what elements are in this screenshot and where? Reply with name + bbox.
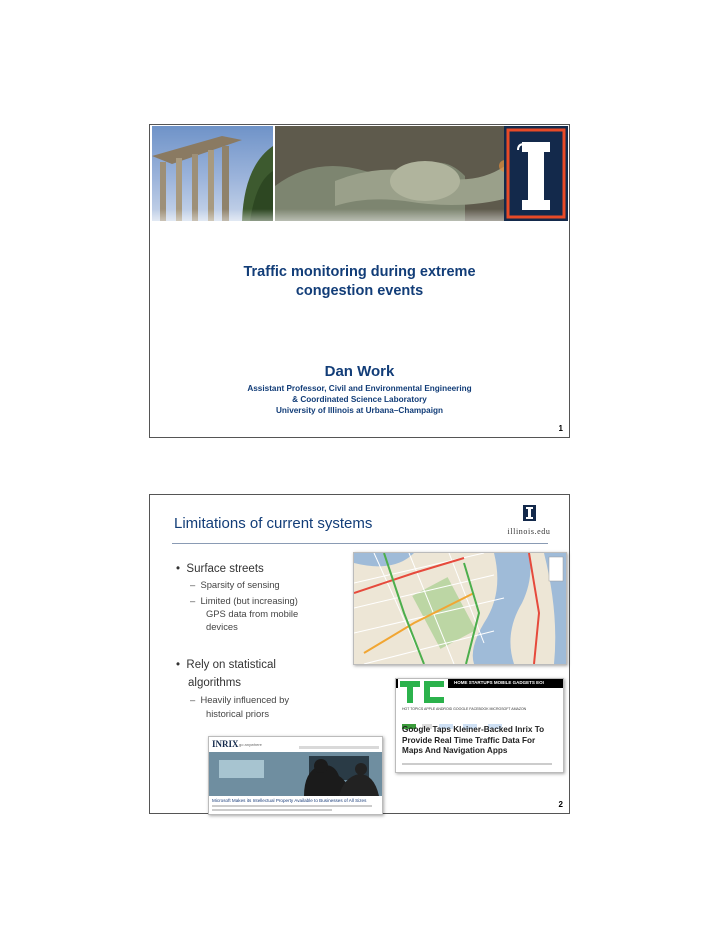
heading-divider — [172, 543, 548, 544]
sub-bullet-cont: GPS data from mobile — [206, 608, 299, 619]
tc-nav-text: HOME STARTUPS MOBILE GADGETS EOI — [454, 680, 544, 685]
affiliation-line-2: & Coordinated Science Laboratory — [292, 395, 427, 404]
content-slide — [149, 494, 570, 814]
page-number: 1 — [558, 424, 563, 433]
bullet-item: • Surface streets — [176, 563, 264, 575]
inrix-body-line — [212, 805, 372, 807]
sub-bullet: – Limited (but increasing) — [190, 595, 298, 606]
block-i-icon — [523, 505, 536, 521]
bullet-text: Surface streets — [186, 563, 264, 575]
tc-headline-line: Google Taps Kleiner-Backed Inrix To — [402, 725, 545, 734]
tc-hot-topics: HOT TOPICS APPLE ANDROID GOOGLE FACEBOOK MICROSOFT AMAZON — [402, 707, 527, 711]
title-slide — [149, 124, 570, 438]
sub-bullet-text: Limited (but increasing) — [200, 595, 298, 606]
sub-bullet-cont: historical priors — [206, 708, 270, 719]
tc-byline-rule — [402, 763, 552, 765]
tc-headline-line: Maps And Navigation Apps — [402, 746, 508, 755]
slide-title — [150, 263, 569, 301]
inrix-tagline: go anywhere — [239, 742, 262, 747]
inrix-logo: INRIX — [212, 739, 239, 749]
logo-label: illinois.edu — [507, 527, 551, 536]
tc-headline-line: Provide Real Time Traffic Data For — [402, 735, 536, 745]
sub-bullet-text: Heavily influenced by — [200, 694, 290, 705]
bullet-text: Rely on statistical — [186, 659, 276, 671]
sub-bullet: – Heavily influenced by — [190, 694, 290, 705]
techcrunch-logo-icon — [398, 679, 448, 705]
bullet-item-cont: algorithms — [188, 677, 242, 689]
slide-heading: Limitations of current systems — [174, 515, 373, 532]
presenter-affiliation — [150, 383, 569, 416]
techcrunch-article-screenshot — [395, 678, 564, 773]
affiliation-line-1: Assistant Professor, Civil and Environmental Engineering — [247, 384, 472, 393]
sub-bullet-text: Sparsity of sensing — [200, 579, 280, 590]
inrix-body-line — [212, 809, 332, 811]
presenter-name: Dan Work — [324, 363, 395, 380]
illinois-block-i-logo — [504, 126, 568, 221]
inrix-website-screenshot — [208, 736, 383, 815]
inrix-headline: Microsoft Makes its Intellectual Property Available to Businesses of All Sizes — [212, 798, 367, 803]
traffic-map-screenshot — [353, 552, 567, 665]
affiliation-line-3: University of Illinois at Urbana–Champaign — [276, 406, 443, 415]
title-line-2: congestion events — [295, 283, 424, 299]
page-number: 2 — [558, 800, 563, 809]
header-fade — [152, 209, 504, 235]
sub-bullet-cont: devices — [206, 621, 238, 632]
title-line-1: Traffic monitoring during extreme — [243, 264, 476, 280]
bullet-item: • Rely on statistical — [176, 659, 276, 671]
inrix-hero-photo — [209, 752, 382, 796]
tc-headline — [402, 725, 544, 757]
sub-bullet: – Sparsity of sensing — [190, 579, 280, 590]
tc-share-bar — [402, 716, 557, 722]
illinois-edu-logo — [499, 505, 559, 536]
campus-columns-photo — [152, 126, 273, 221]
inrix-nav — [299, 746, 379, 749]
